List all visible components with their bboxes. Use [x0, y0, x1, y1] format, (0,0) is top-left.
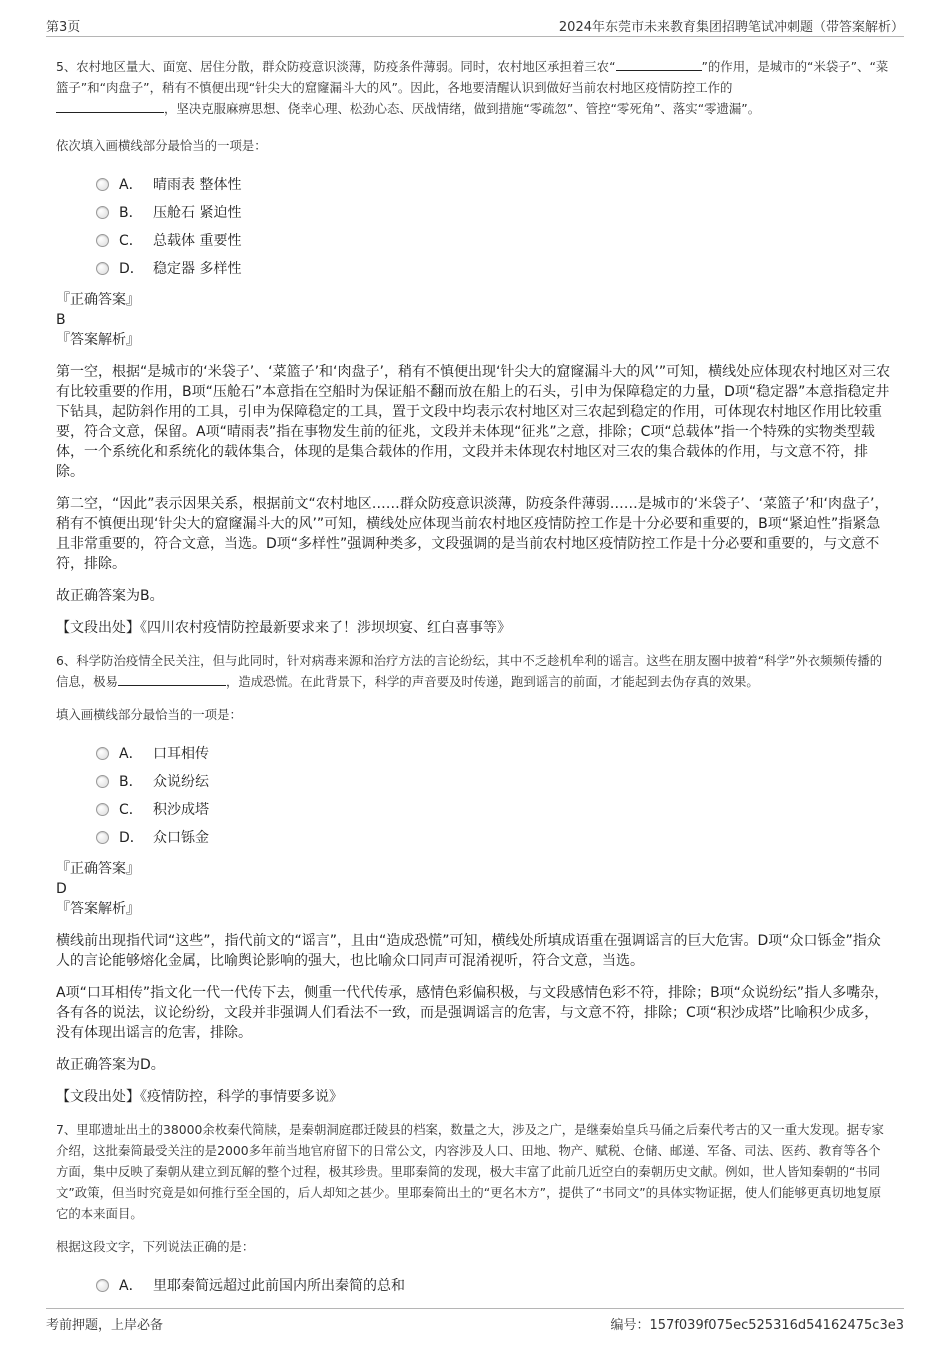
radio-icon[interactable] — [96, 234, 109, 247]
option-c[interactable]: C． 总载体 重要性 — [96, 226, 892, 254]
source-citation: 【文段出处】《疫情防控，科学的事情要多说》 — [56, 1089, 343, 1105]
option-list — [96, 1271, 892, 1299]
page-footer — [46, 1308, 904, 1331]
fill-blank — [56, 99, 164, 113]
option-list — [96, 170, 892, 282]
analysis-paragraph: A项“口耳相传”指文化一代一代传下去，侧重一代代传承，感情色彩偏积极，与文段感情色彩不符，排除；B项“众说纷纭”指人多嘴杂，各有各的说法，议论纷纷，文段并非强调人们看法不一致，而是强调谣言的危害，与文意不符，排除；C项“积沙成塔”比喻积少成多，没有体现出谣言的危害，排除。 — [56, 985, 889, 1041]
page-number: 第3页 — [46, 20, 81, 35]
document-code: 编号：157f039f075ec525316d54162475c3e3 — [610, 1318, 904, 1333]
radio-icon[interactable] — [96, 803, 109, 816]
answer-label: 『正确答案』 — [56, 861, 140, 877]
question-6 — [56, 650, 892, 1107]
page-header — [46, 14, 904, 37]
radio-icon[interactable] — [96, 262, 109, 275]
source-citation: 【文段出处】《四川农村疫情防控最新要求来了！涉坝坝宴、红白喜事等》 — [56, 620, 511, 636]
footer-slogan: 考前押题，上岸必备 — [46, 1318, 164, 1333]
option-d[interactable]: D． 众口铄金 — [96, 823, 892, 851]
question-instruction: 填入画横线部分最恰当的一项是： — [56, 707, 242, 722]
option-a[interactable]: A． 口耳相传 — [96, 739, 892, 767]
radio-icon[interactable] — [96, 206, 109, 219]
main-content — [56, 56, 892, 1307]
option-b[interactable]: B． 压舱石 紧迫性 — [96, 198, 892, 226]
analysis-label: 『答案解析』 — [56, 901, 140, 917]
option-a[interactable]: A． 晴雨表 整体性 — [96, 170, 892, 198]
option-list — [96, 739, 892, 851]
document-title: 2024年东莞市未来教育集团招聘笔试冲刺题（带答案解析） — [558, 20, 904, 35]
radio-icon[interactable] — [96, 831, 109, 844]
fill-blank — [616, 57, 702, 71]
radio-icon[interactable] — [96, 1279, 109, 1292]
analysis-label: 『答案解析』 — [56, 332, 140, 348]
question-stem: 5、农村地区量大、面宽、居住分散，群众防疫意识淡薄，防疫条件薄弱。同时，农村地区承担着三农“ ”的作用，是城市的“米袋子”、“菜篮子”和“肉盘子”，稍有不慎便出现“针尖大的窟窿漏斗大的风”。因此，各地要清醒认识到做好当前农村地区疫情防控工作的 ，坚决克服麻痹思想、侥幸心理、松劲心态、厌战情绪，做到措施“零疏忽”、管控“零死角”、落实“零遗漏”。 — [56, 59, 889, 116]
analysis-paragraph: 第一空，根据“是城市的‘米袋子’、‘菜篮子’和‘肉盘子’，稍有不慎便出现‘针尖大的窟窿漏斗大的风’”可知，横线处应体现农村地区对三农有比较重要的作用，B项“压舱石”本意指在空船时为保证船不翻而放在船上的石头，引申为保障稳定的力量，D项“稳定器”本意指稳定井下钻具，起防斜作用的工具，引申为保障稳定的工具，置于文段中均表示农村地区对三农起到稳定的作用，可体现农村地区作用比较重要，符合文意，保留。A项“晴雨表”指在事物发生前的征兆，文段并未体现“征兆”之意，排除；C项“总载体”指一个特殊的实物类型载体，一个系统化和系统化的载体集合，体现的是集合载体的作用，文段并未体现农村地区对三农的集合载体的作用，与文意不符，排除。 — [56, 364, 891, 480]
fill-blank — [118, 672, 226, 686]
radio-icon[interactable] — [96, 747, 109, 760]
option-d[interactable]: D． 稳定器 多样性 — [96, 254, 892, 282]
question-5 — [56, 56, 892, 638]
option-c[interactable]: C． 积沙成塔 — [96, 795, 892, 823]
analysis-paragraph: 第二空，“因此”表示因果关系，根据前文“农村地区……群众防疫意识淡薄，防疫条件薄弱……是城市的‘米袋子’、‘菜篮子’和‘肉盘子’，稍有不慎便出现‘针尖大的窟窿漏斗大的风’”可知，横线处应体现当前农村地区疫情防控工作是十分必要和重要的，B项“紧迫性”指紧急且非常重要的，符合文意，当选。D项“多样性”强调种类多，文段强调的是当前农村地区疫情防控工作是十分必要和重要的，与文意不符，排除。 — [56, 496, 889, 572]
analysis-conclusion: 故正确答案为B。 — [56, 588, 164, 604]
option-b[interactable]: B． 众说纷纭 — [96, 767, 892, 795]
analysis-conclusion: 故正确答案为D。 — [56, 1057, 165, 1073]
radio-icon[interactable] — [96, 178, 109, 191]
question-stem: 6、科学防治疫情全民关注，但与此同时，针对病毒来源和治疗方法的言论纷纭，其中不乏趁机牟利的谣言。这些在朋友圈中披着“科学”外衣频频传播的信息，极易 ，造成恐慌。在此背景下，科学的声音要及时传递，跑到谣言的前面，才能起到去伪存真的效果。 — [56, 653, 883, 689]
question-instruction: 依次填入画横线部分最恰当的一项是： — [56, 138, 267, 153]
radio-icon[interactable] — [96, 775, 109, 788]
answer-value: D — [56, 881, 67, 897]
answer-label: 『正确答案』 — [56, 292, 140, 308]
answer-value: B — [56, 312, 66, 328]
question-7 — [56, 1119, 892, 1299]
option-a[interactable]: A． 里耶秦简远超过此前国内所出秦简的总和 — [96, 1271, 892, 1299]
question-instruction: 根据这段文字，下列说法正确的是： — [56, 1239, 255, 1254]
question-stem: 7、里耶遗址出土的38000余枚秦代简牍，是秦朝洞庭郡迁陵县的档案，数量之大，涉及之广，是继秦始皇兵马俑之后秦代考古的又一重大发现。据专家介绍，这批秦简最受关注的是2000多年前当地官府留下的日常公文，内容涉及人口、田地、物产、赋税、仓储、邮递、军备、司法、医药、教育等各个方面，集中反映了秦朝从建立到瓦解的整个过程，极其珍贵。里耶秦简的发现，极大丰富了此前几近空白的秦朝历史文献。例如，世人皆知秦朝的“书同文”政策，但当时究竟是如何推行至全国的，后人却知之甚少。里耶秦简出土的“更名木方”，提供了“书同文”的具体实物证据，使人们能够更真切地复原它的本来面目。 — [56, 1122, 884, 1221]
analysis-paragraph: 横线前出现指代词“这些”，指代前文的“谣言”，且由“造成恐慌”可知，横线处所填成语重在强调谣言的巨大危害。D项“众口铄金”指众人的言论能够熔化金属，比喻舆论影响的强大，也比喻众口同声可混淆视听，符合文意，当选。 — [56, 933, 881, 969]
